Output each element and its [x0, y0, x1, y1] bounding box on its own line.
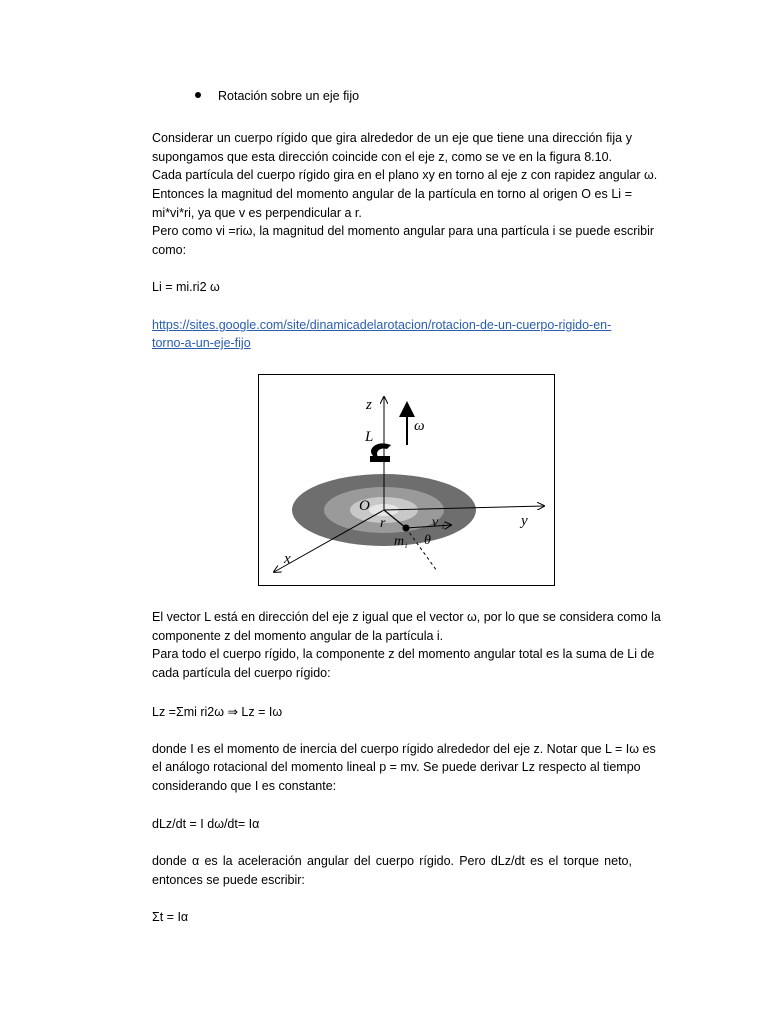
omega-label: ω — [414, 418, 425, 434]
source-link[interactable]: https://sites.google.com/site/dinamicadelarotacion/rotacion-de-un-cuerpo-rigido-en- — [152, 318, 612, 332]
x-label: x — [284, 551, 291, 567]
source-link-continuation[interactable]: torno-a-un-eje-fijo — [152, 336, 251, 350]
particle-mi — [403, 525, 410, 532]
equation-derivative: dLz/dt = I dω/dt= Iα — [152, 817, 260, 831]
source-link-line2[interactable] — [152, 334, 632, 353]
paragraph1-line: Entonces la magnitud del momento angular de la partícula en torno al origen O es Li = — [152, 187, 632, 201]
paragraph3-line: el análogo rotacional del momento lineal p = mv. Se puede derivar Lz respecto al tiempo — [152, 760, 641, 774]
paragraph2-line: cada partícula del cuerpo rígido: — [152, 666, 331, 680]
paragraph2-line: Para todo el cuerpo rígido, la componente z del momento angular total es la suma de Li de — [152, 647, 655, 661]
paragraph1-line: Cada partícula del cuerpo rígido gira en el plano xy en torno al eje z con rapidez angular ω. — [152, 168, 658, 182]
z-label: z — [366, 397, 372, 413]
y-label: y — [521, 513, 528, 529]
m-subscript: i — [405, 541, 408, 550]
source-link-line1[interactable] — [152, 316, 632, 335]
m-label: m — [394, 534, 405, 549]
r-label: r — [380, 516, 386, 531]
paragraph1-line: Considerar un cuerpo rígido que gira alrededor de un eje que tiene una dirección fija y — [152, 131, 632, 145]
equation-angular-momentum: Li = mi.ri2 ω — [152, 280, 220, 294]
v-subscript: i — [442, 522, 445, 531]
section-title: Rotación sobre un eje fijo — [218, 89, 360, 103]
bullet-dot — [195, 92, 201, 98]
rotation-diagram — [259, 375, 554, 585]
paragraph4-line: donde α es la aceleración angular del cuerpo rígido. Pero dLz/dt es el torque neto, — [152, 854, 632, 868]
rotation-figure — [258, 374, 555, 586]
paragraph3-line: considerando que I es constante: — [152, 779, 337, 793]
paragraph1-line: como: — [152, 243, 187, 257]
paragraph1-line: mi*vi*ri, ya que v es perpendicular a r. — [152, 206, 362, 220]
paragraph4-line: entonces se puede escribir: — [152, 873, 305, 887]
paragraph2-line: El vector L está en dirección del eje z igual que el vector ω, por lo que se considera como la — [152, 610, 661, 624]
theta-label: θ — [424, 533, 431, 548]
L-label: L — [365, 429, 374, 445]
paragraph3-line: donde I es el momento de inercia del cuerpo rígido alrededor del eje z. Notar que L = Iω es — [152, 742, 656, 756]
paragraph1-line: Pero como vi =riω, la magnitud del momento angular para una partícula i se puede escribir — [152, 224, 655, 238]
equation-total-angular-momentum: Lz =Σmi ri2ω ⇒ Lz = Iω — [152, 705, 283, 719]
v-label: v — [432, 515, 439, 530]
paragraph1-line: supongamos que esta dirección coincide con el eje z, como se ve en la figura 8.10. — [152, 150, 612, 164]
equation-torque: Σt = Iα — [152, 910, 189, 924]
origin-label: O — [359, 498, 370, 514]
paragraph2-line: componente z del momento angular de la partícula i. — [152, 629, 444, 643]
